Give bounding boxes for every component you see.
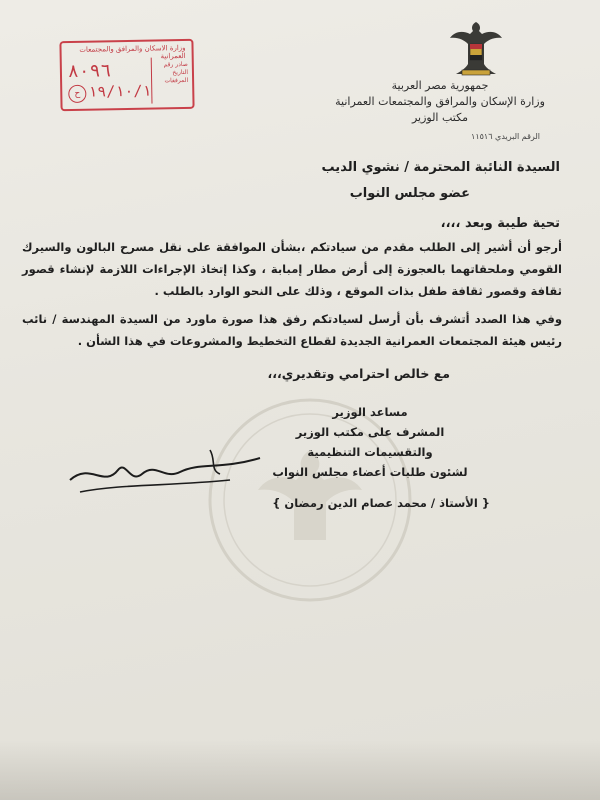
handwritten-signature: [60, 440, 270, 510]
stamp-side-labels: صادر رقم التاريخ المرفقات: [163, 60, 189, 85]
country-name: جمهورية مصر العربية: [391, 79, 489, 92]
stamp-date: ١٩/١٠/١: [88, 81, 152, 101]
greeting: تحية طيبة وبعد ،،،،: [440, 216, 560, 231]
office-name: مكتب الوزير: [411, 111, 469, 124]
incoming-stamp: [59, 39, 194, 111]
signer-title-3: والتقسيمات التنظيمية: [307, 445, 433, 459]
page-shadow: [0, 740, 600, 800]
signer-name: { الأستاذ / محمد عصام الدين رمضان }: [272, 496, 490, 510]
signer-title-2: المشرف على مكتب الوزير: [295, 425, 445, 439]
addressee: السيدة النائبة المحترمة / نشوي الديب: [321, 160, 560, 175]
signer-title-4: لشئون طلبات أعضاء مجلس النواب: [272, 465, 468, 479]
eagle-emblem-icon: [448, 18, 504, 78]
body-paragraph-2: وفي هذا الصدد أتشرف بأن أرسل لسيادتكم رفق هذا صورة ماورد من السيدة المهندسة / نائب رئيس هيئة المجتمعات العمرانية الجديدة لقطاع التخطيط والمشروعات في هذا الشأن .: [22, 312, 562, 348]
closing-line: مع خالص احترامي وتقديري،،،: [267, 366, 450, 381]
ministry-name: وزارة الإسكان والمرافق والمجتمعات العمرانية: [335, 95, 545, 108]
signer-title-1: مساعد الوزير: [332, 405, 408, 419]
body-paragraph-1: أرجو أن أشير إلى الطلب مقدم من سيادتكم ،بشأن الموافقة على نقل مسرح البالون والسيرك القومي وملحقاتهما بالعجوزة إلى أرض مطار إمبابة ، وكذا إتخاذ الإجراءات اللازمة لإنشاء قصور ثقافة وقصور ثقافة طفل بذات الموقع ، وذلك على النحو الوارد بالطلب .: [22, 240, 562, 298]
stamp-number: ٨٠٩٦: [67, 60, 112, 83]
signature-titles: [250, 402, 490, 482]
addressee-role: عضو مجلس النواب: [349, 186, 470, 201]
ministry-header: [310, 78, 570, 126]
stamp-org: وزارة الاسكان والمرافق والمجتمعات العمرانية: [79, 43, 186, 61]
stamp-circle: ح: [68, 85, 86, 103]
postal-code: الرقم البريدي ١١٥١٦: [471, 132, 540, 141]
